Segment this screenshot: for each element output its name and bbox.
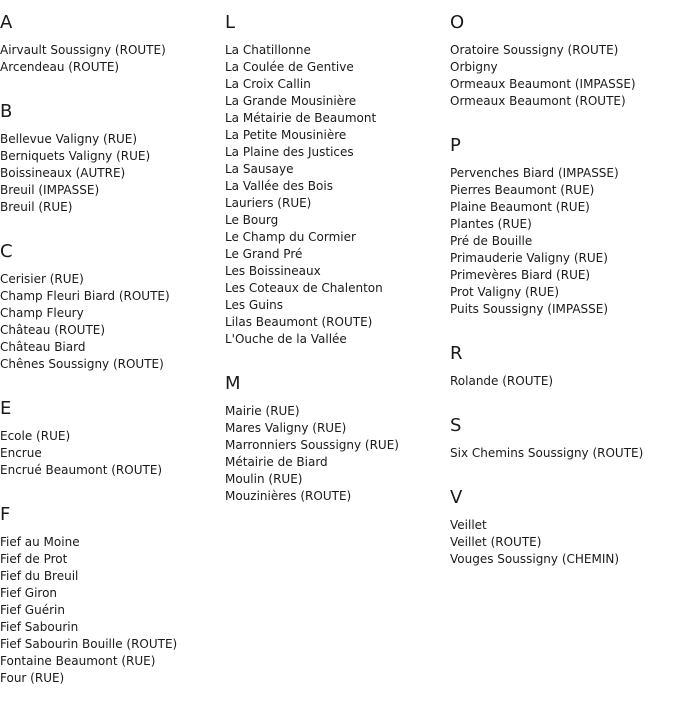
street-list — [450, 445, 675, 462]
street-name: Cerisier (RUE) — [0, 272, 84, 286]
section-letter: F — [0, 504, 11, 525]
street-name: Rolande (ROUTE) — [450, 374, 554, 388]
letter-section — [0, 229, 225, 386]
street-name: Chênes Soussigny (ROUTE) — [0, 357, 164, 371]
street-name: Ecole (RUE) — [0, 429, 71, 443]
street-list — [450, 165, 675, 318]
street-name: Le Bourg — [225, 213, 279, 227]
street-name: Mouzinières (ROUTE) — [225, 489, 352, 503]
section-letter: P — [450, 135, 461, 156]
street-name: Les Guins — [225, 298, 284, 312]
street-list — [225, 403, 450, 505]
street-list — [0, 42, 225, 76]
street-name: Fief Giron — [0, 586, 58, 600]
street-name: Lilas Beaumont (ROUTE) — [225, 315, 373, 329]
street-name: Encrué Beaumont (ROUTE) — [0, 463, 163, 477]
street-list — [0, 534, 225, 687]
street-list — [225, 42, 450, 348]
street-name: Encrue — [0, 446, 42, 460]
street-name: Breuil (RUE) — [0, 200, 73, 214]
street-name: Champ Fleury — [0, 306, 84, 320]
street-name: Les Coteaux de Chalenton — [225, 281, 383, 295]
street-name: Fontaine Beaumont (RUE) — [0, 654, 156, 668]
street-name: Fief du Breuil — [0, 569, 79, 583]
letter-section — [450, 123, 675, 331]
letter-section — [0, 386, 225, 492]
street-name: Pré de Bouille — [450, 234, 533, 248]
street-name: La Petite Mousinière — [225, 128, 347, 142]
column-2 — [225, 0, 450, 518]
letter-section — [450, 475, 675, 581]
street-name: Le Champ du Cormier — [225, 230, 356, 244]
section-letter: L — [225, 12, 236, 33]
street-name: L'Ouche de la Vallée — [225, 332, 347, 346]
street-name: Pervenches Biard (IMPASSE) — [450, 166, 619, 180]
street-name: Ormeaux Beaumont (ROUTE) — [450, 94, 626, 108]
section-letter: S — [450, 415, 462, 436]
street-list — [450, 373, 675, 390]
street-name: Métairie de Biard — [225, 455, 328, 469]
letter-section — [450, 0, 675, 123]
section-letter: C — [0, 241, 13, 262]
street-name: Les Boissineaux — [225, 264, 321, 278]
street-name: Primauderie Valigny (RUE) — [450, 251, 608, 265]
column-3 — [450, 0, 675, 581]
section-letter: M — [225, 373, 241, 394]
street-name: Plaine Beaumont (RUE) — [450, 200, 590, 214]
street-name: La Plaine des Justices — [225, 145, 354, 159]
street-name: La Grande Mousinière — [225, 94, 357, 108]
street-name: Le Grand Pré — [225, 247, 303, 261]
street-name: Fief au Moine — [0, 535, 80, 549]
section-letter: B — [0, 101, 13, 122]
street-name: Mares Valigny (RUE) — [225, 421, 347, 435]
section-letter: R — [450, 343, 463, 364]
street-name: Bellevue Valigny (RUE) — [0, 132, 138, 146]
street-list — [0, 131, 225, 216]
letter-section — [450, 403, 675, 475]
street-name: Fief Guérin — [0, 603, 65, 617]
letter-section — [450, 331, 675, 403]
street-name: Vouges Soussigny (CHEMIN) — [450, 552, 620, 566]
street-name: La Coulée de Gentive — [225, 60, 354, 74]
street-name: Orbigny — [450, 60, 498, 74]
street-name: Mairie (RUE) — [225, 404, 300, 418]
street-name: Four (RUE) — [0, 671, 65, 685]
street-list — [0, 428, 225, 479]
letter-section — [0, 0, 225, 89]
street-list — [450, 517, 675, 568]
street-name: Oratoire Soussigny (ROUTE) — [450, 43, 619, 57]
street-list — [0, 271, 225, 373]
street-name: Breuil (IMPASSE) — [0, 183, 100, 197]
street-name: Six Chemins Soussigny (ROUTE) — [450, 446, 644, 460]
street-name: La Métairie de Beaumont — [225, 111, 377, 125]
street-name: Boissineaux (AUTRE) — [0, 166, 126, 180]
section-letter: V — [450, 487, 463, 508]
street-name: La Vallée des Bois — [225, 179, 333, 193]
street-name: Fief Sabourin Bouille (ROUTE) — [0, 637, 178, 651]
letter-section — [0, 89, 225, 229]
street-name: Marronniers Soussigny (RUE) — [225, 438, 399, 452]
street-name: Fief Sabourin — [0, 620, 79, 634]
street-name: Veillet (ROUTE) — [450, 535, 542, 549]
street-name: Berniquets Valigny (RUE) — [0, 149, 151, 163]
street-name: Château (ROUTE) — [0, 323, 106, 337]
section-letter: O — [450, 12, 465, 33]
street-name: Champ Fleuri Biard (ROUTE) — [0, 289, 170, 303]
letter-section — [225, 361, 450, 518]
letter-section — [0, 492, 225, 700]
street-name: La Sausaye — [225, 162, 294, 176]
street-name: La Croix Callin — [225, 77, 311, 91]
street-name: Airvault Soussigny (ROUTE) — [0, 43, 166, 57]
street-list — [450, 42, 675, 110]
street-name: Veillet — [450, 518, 487, 532]
street-name: Pierres Beaumont (RUE) — [450, 183, 595, 197]
letter-section — [225, 0, 450, 361]
street-name: Primevères Biard (RUE) — [450, 268, 591, 282]
street-name: Lauriers (RUE) — [225, 196, 312, 210]
street-name: Prot Valigny (RUE) — [450, 285, 560, 299]
street-name: Puits Soussigny (IMPASSE) — [450, 302, 609, 316]
street-name: La Chatillonne — [225, 43, 311, 57]
column-1 — [0, 0, 225, 700]
section-letter: E — [0, 398, 12, 419]
street-name: Moulin (RUE) — [225, 472, 303, 486]
section-letter: A — [0, 12, 13, 33]
street-name: Château Biard — [0, 340, 86, 354]
street-name: Arcendeau (ROUTE) — [0, 60, 120, 74]
street-name: Fief de Prot — [0, 552, 68, 566]
street-name: Plantes (RUE) — [450, 217, 532, 231]
street-name: Ormeaux Beaumont (IMPASSE) — [450, 77, 636, 91]
